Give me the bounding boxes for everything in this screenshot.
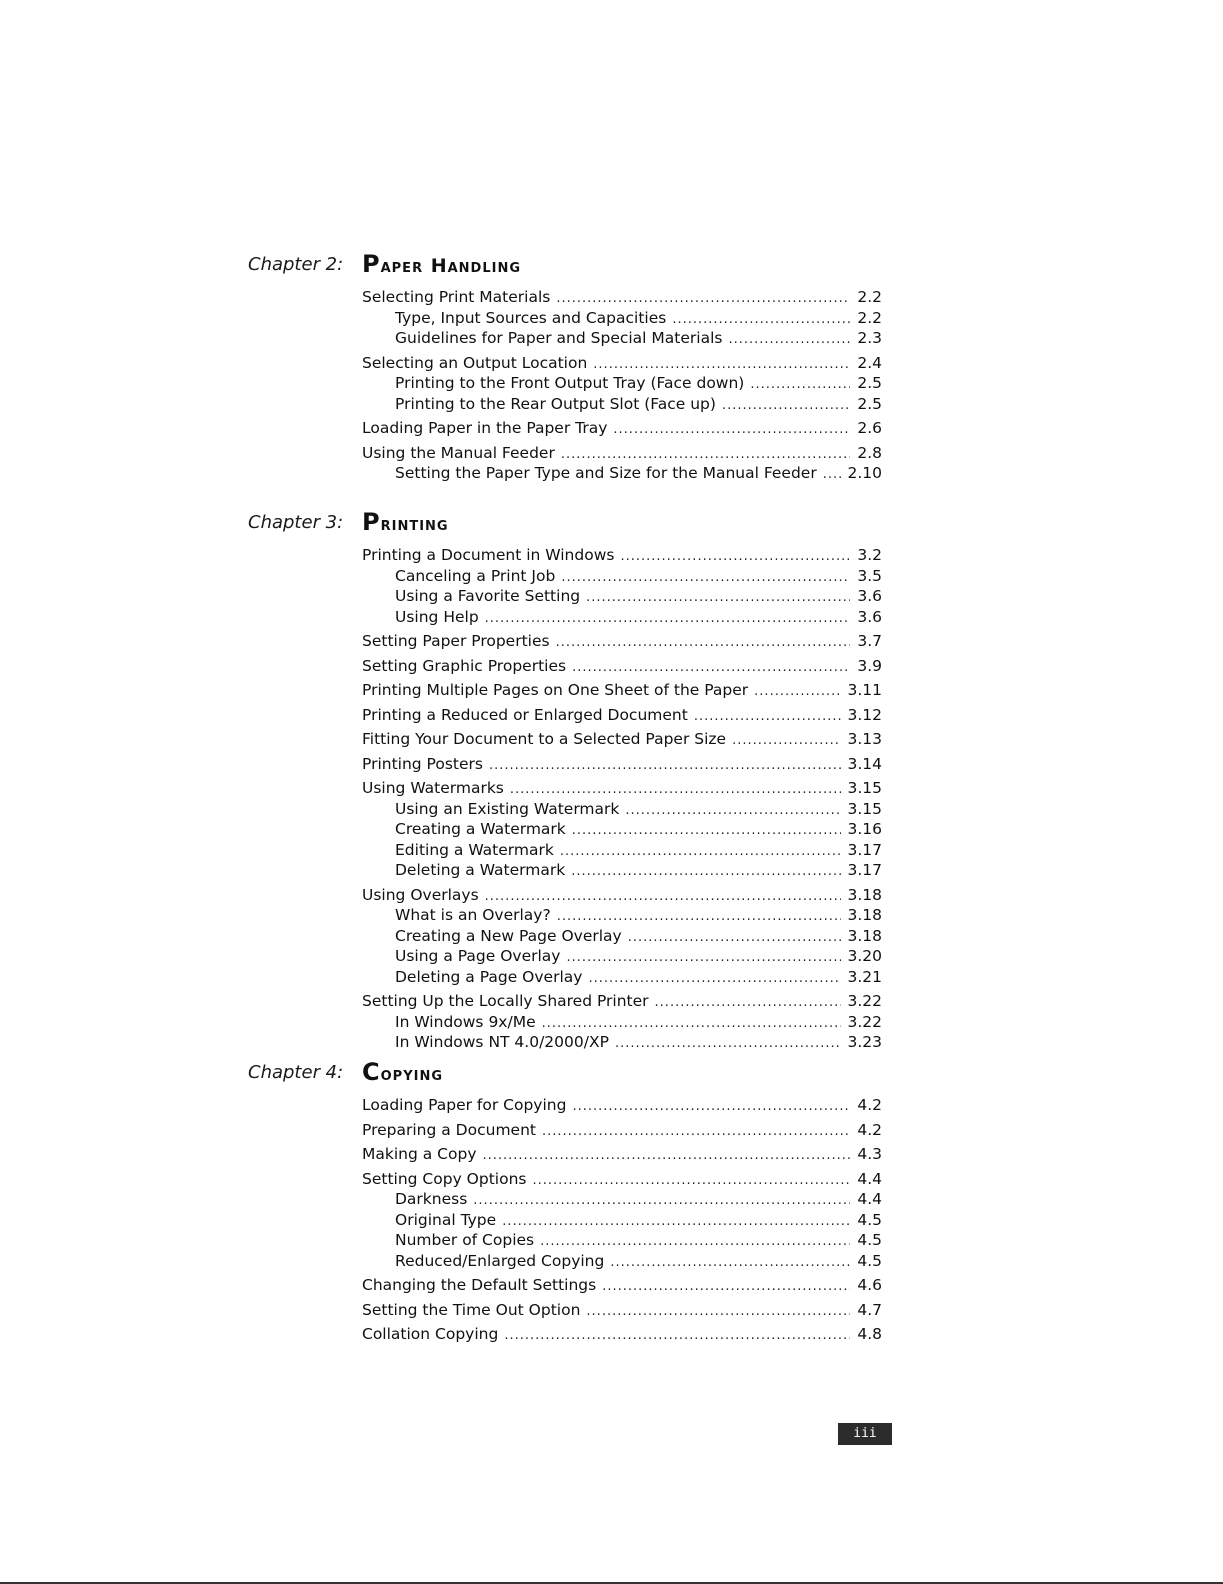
toc-page-number: 3.22 bbox=[847, 992, 882, 1010]
toc-page-number: 3.2 bbox=[857, 546, 882, 564]
toc-entry[interactable] bbox=[362, 1325, 882, 1346]
toc-subentry[interactable] bbox=[362, 1252, 882, 1273]
toc-entry-title: Using Watermarks bbox=[362, 779, 504, 797]
toc-page-number: 3.16 bbox=[847, 820, 882, 838]
toc-entry-list bbox=[362, 542, 882, 1054]
dot-leader bbox=[556, 633, 850, 653]
toc-page-number: 2.2 bbox=[857, 308, 882, 327]
toc-entry-title: Making a Copy bbox=[362, 1145, 477, 1163]
toc-page-number: 4.5 bbox=[857, 1251, 882, 1270]
toc-subentry[interactable] bbox=[362, 947, 882, 968]
toc-page-number: 4.7 bbox=[857, 1300, 882, 1319]
toc-subentry[interactable] bbox=[362, 820, 882, 841]
toc-entry-title: Creating a Watermark bbox=[395, 820, 566, 838]
dot-leader bbox=[483, 1146, 851, 1166]
toc-page-number: 3.17 bbox=[847, 840, 882, 859]
toc-entry-title: Using an Existing Watermark bbox=[395, 799, 620, 818]
toc-entry-title: Reduced/Enlarged Copying bbox=[395, 1251, 605, 1270]
toc-page-number: 2.10 bbox=[847, 464, 882, 482]
toc-entry-title: Deleting a Watermark bbox=[395, 861, 566, 879]
chapter-title: Paper Handling bbox=[362, 250, 521, 278]
dot-leader bbox=[615, 1034, 842, 1054]
toc-entry-title: Deleting a Page Overlay bbox=[395, 967, 583, 986]
toc-page-number: 3.12 bbox=[847, 705, 882, 724]
toc-entry-title: Printing Posters bbox=[362, 754, 483, 773]
toc-page-number: 3.6 bbox=[857, 607, 882, 626]
toc-entry-title: Type, Input Sources and Capacities bbox=[395, 308, 667, 327]
toc-page-number: 3.15 bbox=[847, 779, 882, 797]
dot-leader bbox=[610, 1253, 850, 1273]
dot-leader bbox=[602, 1277, 850, 1297]
dot-leader bbox=[750, 375, 850, 395]
toc-subentry[interactable] bbox=[362, 1190, 882, 1211]
toc-entry[interactable] bbox=[362, 730, 882, 751]
chapter-title: Printing bbox=[362, 508, 449, 536]
toc-subentry[interactable] bbox=[362, 841, 882, 862]
toc-entry-title: Canceling a Print Job bbox=[395, 566, 556, 585]
toc-subentry[interactable] bbox=[362, 1013, 882, 1034]
page-number-badge: iii bbox=[838, 1423, 892, 1445]
dot-leader bbox=[571, 862, 841, 882]
toc-subentry[interactable] bbox=[362, 395, 882, 416]
toc-page-number: 3.18 bbox=[847, 906, 882, 924]
dot-leader bbox=[489, 756, 842, 776]
toc-page-number: 2.2 bbox=[857, 288, 882, 306]
toc-subentry[interactable] bbox=[362, 1033, 882, 1054]
toc-entry-title: Setting Graphic Properties bbox=[362, 656, 567, 675]
toc-entry-title: In Windows NT 4.0/2000/XP bbox=[395, 1033, 609, 1051]
dot-leader bbox=[628, 928, 842, 948]
toc-subentry[interactable] bbox=[362, 1231, 882, 1252]
toc-entry-title: Guidelines for Paper and Special Materials bbox=[395, 329, 723, 347]
toc-page-number: 3.20 bbox=[847, 947, 882, 965]
dot-leader bbox=[694, 707, 842, 727]
toc-page-number: 3.15 bbox=[847, 799, 882, 818]
toc-page-number: 3.13 bbox=[847, 730, 882, 748]
toc-entry-title: In Windows 9x/Me bbox=[395, 1012, 536, 1031]
toc-page-number: 3.18 bbox=[847, 926, 882, 945]
dot-leader bbox=[485, 609, 850, 629]
toc-entry-title: Loading Paper in the Paper Tray bbox=[362, 419, 608, 437]
toc-entry-title: Setting the Time Out Option bbox=[362, 1300, 581, 1319]
dot-leader bbox=[586, 588, 850, 608]
dot-leader bbox=[620, 547, 850, 567]
toc-page-number: 3.17 bbox=[847, 861, 882, 879]
toc-page-number: 3.7 bbox=[857, 632, 882, 650]
toc-entry-title: Collation Copying bbox=[362, 1325, 499, 1343]
toc-subentry[interactable] bbox=[362, 906, 882, 927]
dot-leader bbox=[732, 731, 841, 751]
dot-leader bbox=[561, 445, 850, 465]
toc-page-number: 4.3 bbox=[857, 1145, 882, 1163]
chapter-label: Chapter 2: bbox=[248, 254, 344, 275]
toc-entry[interactable] bbox=[362, 1145, 882, 1166]
toc-subentry[interactable] bbox=[362, 309, 882, 330]
toc-entry[interactable] bbox=[362, 1276, 882, 1297]
dot-leader bbox=[722, 396, 850, 416]
toc-subentry[interactable] bbox=[362, 567, 882, 588]
toc-page-number: 2.6 bbox=[857, 419, 882, 437]
toc-entry[interactable] bbox=[362, 288, 882, 309]
toc-entry-title: Printing a Document in Windows bbox=[362, 546, 615, 564]
toc-entry-title: What is an Overlay? bbox=[395, 906, 551, 924]
toc-entry[interactable] bbox=[362, 354, 882, 375]
chapter-label: Chapter 4: bbox=[248, 1062, 344, 1083]
toc-page-number: 3.9 bbox=[857, 656, 882, 675]
dot-leader bbox=[655, 993, 842, 1013]
dot-leader bbox=[560, 842, 842, 862]
toc-entry[interactable] bbox=[362, 779, 882, 800]
toc-page-number: 4.5 bbox=[857, 1231, 882, 1249]
toc-subentry[interactable] bbox=[362, 374, 882, 395]
toc-page-number: 3.6 bbox=[857, 587, 882, 605]
toc-entry[interactable] bbox=[362, 1301, 882, 1322]
toc-entry-title: Selecting Print Materials bbox=[362, 288, 551, 306]
toc-subentry[interactable] bbox=[362, 861, 882, 882]
toc-entry-title: Editing a Watermark bbox=[395, 840, 554, 859]
dot-leader bbox=[586, 1302, 850, 1322]
toc-subentry[interactable] bbox=[362, 464, 882, 485]
toc-entry-title: Original Type bbox=[395, 1210, 497, 1229]
toc-page-number: 3.22 bbox=[847, 1012, 882, 1031]
toc-entry-list bbox=[362, 1092, 882, 1346]
toc-page-number: 4.2 bbox=[857, 1120, 882, 1139]
toc-entry-title: Printing to the Rear Output Slot (Face up) bbox=[395, 394, 716, 413]
dot-leader bbox=[561, 568, 850, 588]
toc-subentry[interactable] bbox=[362, 927, 882, 948]
dot-leader bbox=[540, 1232, 850, 1252]
dot-leader bbox=[625, 801, 841, 821]
toc-entry-title: Preparing a Document bbox=[362, 1120, 536, 1139]
toc-page-number: 3.11 bbox=[847, 681, 882, 699]
dot-leader bbox=[557, 907, 842, 927]
toc-page-number: 3.5 bbox=[857, 566, 882, 585]
toc-entry-title: Number of Copies bbox=[395, 1231, 535, 1249]
toc-subentry[interactable] bbox=[362, 587, 882, 608]
toc-subentry[interactable] bbox=[362, 800, 882, 821]
dot-leader bbox=[566, 948, 841, 968]
toc-page-number: 3.21 bbox=[847, 967, 882, 986]
toc-entry-list bbox=[362, 284, 882, 485]
toc-entry-title: Selecting an Output Location bbox=[362, 353, 588, 372]
toc-entry[interactable] bbox=[362, 1170, 882, 1191]
chapter-title: Copying bbox=[362, 1058, 444, 1086]
toc-entry-title: Fitting Your Document to a Selected Paper Size bbox=[362, 730, 727, 748]
dot-leader bbox=[572, 1097, 850, 1117]
toc-page-number: 2.4 bbox=[857, 353, 882, 372]
dot-leader bbox=[672, 310, 850, 330]
toc-subentry[interactable] bbox=[362, 329, 882, 350]
toc-page-number: 4.8 bbox=[857, 1325, 882, 1343]
dot-leader bbox=[473, 1191, 850, 1211]
toc-entry-title: Printing Multiple Pages on One Sheet of the Paper bbox=[362, 681, 749, 699]
toc-entry-title: Using Overlays bbox=[362, 885, 479, 904]
toc-entry-title: Using the Manual Feeder bbox=[362, 443, 555, 462]
toc-entry[interactable] bbox=[362, 632, 882, 653]
toc-entry-title: Setting Copy Options bbox=[362, 1169, 527, 1188]
toc-entry[interactable] bbox=[362, 444, 882, 465]
toc-entry[interactable] bbox=[362, 419, 882, 440]
dot-leader bbox=[572, 821, 842, 841]
toc-page-number: 4.4 bbox=[857, 1190, 882, 1208]
toc-entry-title: Creating a New Page Overlay bbox=[395, 926, 622, 945]
dot-leader bbox=[542, 1014, 842, 1034]
dot-leader bbox=[593, 355, 850, 375]
toc-entry-title: Using a Favorite Setting bbox=[395, 587, 581, 605]
toc-entry[interactable] bbox=[362, 886, 882, 907]
toc-entry-title: Changing the Default Settings bbox=[362, 1276, 597, 1294]
dot-leader bbox=[504, 1326, 850, 1346]
toc-entry-title: Printing to the Front Output Tray (Face down) bbox=[395, 374, 745, 392]
dot-leader bbox=[532, 1171, 850, 1191]
toc-entry-title: Darkness bbox=[395, 1190, 468, 1208]
toc-page-number: 3.14 bbox=[847, 754, 882, 773]
dot-leader bbox=[572, 658, 850, 678]
toc-page-number: 4.5 bbox=[857, 1210, 882, 1229]
toc-entry[interactable] bbox=[362, 657, 882, 678]
dot-leader bbox=[728, 330, 850, 350]
toc-entry-title: Printing a Reduced or Enlarged Document bbox=[362, 705, 688, 724]
toc-page-number: 4.4 bbox=[857, 1169, 882, 1188]
dot-leader bbox=[510, 780, 842, 800]
dot-leader bbox=[588, 969, 841, 989]
toc-subentry[interactable] bbox=[362, 968, 882, 989]
toc-entry[interactable] bbox=[362, 681, 882, 702]
chapter-label: Chapter 3: bbox=[248, 512, 344, 533]
toc-subentry[interactable] bbox=[362, 1211, 882, 1232]
toc-subentry[interactable] bbox=[362, 608, 882, 629]
toc-entry-title: Setting the Paper Type and Size for the Manual Feeder bbox=[395, 464, 817, 482]
toc-entry-title: Setting Paper Properties bbox=[362, 632, 550, 650]
dot-leader bbox=[542, 1122, 850, 1142]
dot-leader bbox=[823, 465, 842, 485]
dot-leader bbox=[556, 289, 850, 309]
toc-entry[interactable] bbox=[362, 1096, 882, 1117]
toc-entry-title: Using a Page Overlay bbox=[395, 947, 561, 965]
toc-entry[interactable] bbox=[362, 546, 882, 567]
toc-entry[interactable] bbox=[362, 992, 882, 1013]
toc-page-number: 2.8 bbox=[857, 443, 882, 462]
dot-leader bbox=[754, 682, 841, 702]
dot-leader bbox=[613, 420, 850, 440]
toc-page-number: 2.3 bbox=[857, 329, 882, 347]
toc-page-number: 4.2 bbox=[857, 1096, 882, 1114]
toc-entry-title: Setting Up the Locally Shared Printer bbox=[362, 992, 649, 1010]
toc-entry-title: Using Help bbox=[395, 607, 479, 626]
dot-leader bbox=[502, 1212, 850, 1232]
toc-page-number: 3.18 bbox=[847, 885, 882, 904]
toc-entry-title: Loading Paper for Copying bbox=[362, 1096, 567, 1114]
dot-leader bbox=[485, 887, 842, 907]
toc-page-number: 2.5 bbox=[857, 394, 882, 413]
toc-entry[interactable] bbox=[362, 706, 882, 727]
toc-page-number: 4.6 bbox=[857, 1276, 882, 1294]
toc-entry[interactable] bbox=[362, 755, 882, 776]
toc-entry[interactable] bbox=[362, 1121, 882, 1142]
toc-page-number: 2.5 bbox=[857, 374, 882, 392]
toc-page-number: 3.23 bbox=[847, 1033, 882, 1051]
